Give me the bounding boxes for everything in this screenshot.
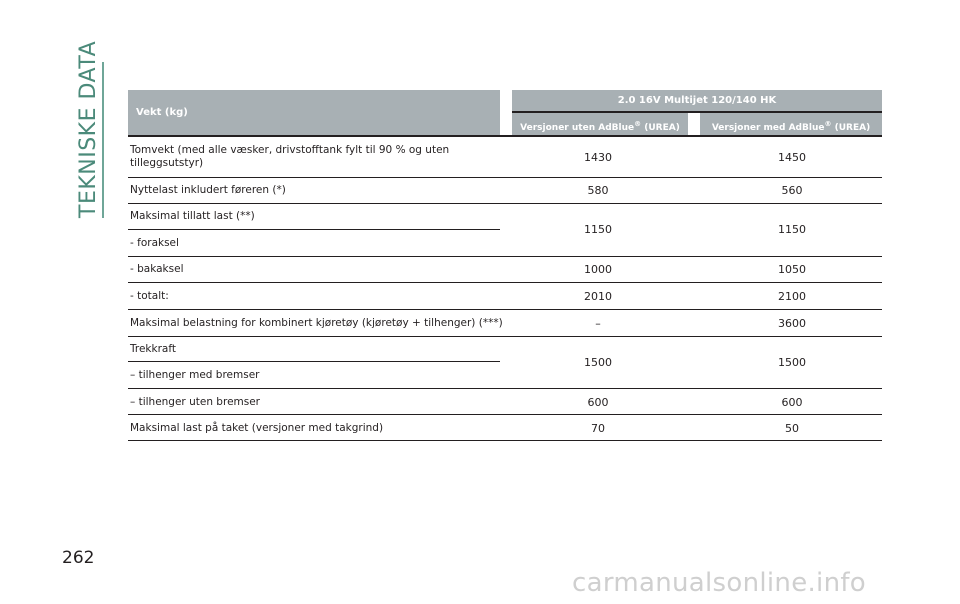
value-uten-bremser-with: 600: [781, 396, 803, 409]
value-totalt-with: 2100: [778, 290, 806, 303]
row-divider-left: [128, 229, 500, 230]
row-label-med-bremser: – tilhenger med bremser: [130, 369, 260, 381]
row-divider: [128, 309, 882, 310]
row-label-kombinert: Maksimal belastning for kombinert kjøretøy (kjøretøy + tilhenger) (***): [130, 317, 503, 329]
row-divider-left: [128, 361, 500, 362]
row-divider: [128, 414, 882, 415]
value-kombinert-with: 3600: [778, 317, 806, 330]
section-title: TEKNISKE DATA: [76, 40, 101, 218]
header-weight-label: Vekt (kg): [136, 107, 188, 118]
row-divider: [128, 256, 882, 257]
section-title-underline: [102, 62, 104, 218]
value-nyttelast-with: 560: [781, 184, 803, 197]
value-tomvekt-without: 1430: [584, 151, 612, 164]
value-nyttelast-without: 580: [587, 184, 609, 197]
row-label-bakaksel: - bakaksel: [130, 263, 184, 275]
row-divider: [128, 177, 882, 178]
value-bakaksel-with: 1050: [778, 263, 806, 276]
row-divider: [128, 440, 882, 441]
watermark: carmanualsonline.info: [572, 568, 867, 598]
value-tomvekt-with: 1450: [778, 151, 806, 164]
row-label-foraksel: - foraksel: [130, 237, 179, 249]
row-label-maks-tillatt-last: Maksimal tillatt last (**): [130, 210, 255, 222]
row-divider: [128, 282, 882, 283]
header-col-with-adblue: Versjoner med AdBlue® (UREA): [700, 113, 882, 136]
row-divider: [128, 388, 882, 389]
value-taklast-with: 50: [785, 422, 799, 435]
value-foraksel-without: 1150: [584, 223, 612, 236]
value-taklast-without: 70: [591, 422, 605, 435]
header-bottom-rule: [128, 135, 882, 137]
row-label-trekkraft: Trekkraft: [130, 343, 176, 355]
value-uten-bremser-without: 600: [587, 396, 609, 409]
value-kombinert-without: –: [595, 317, 601, 330]
header-engine: 2.0 16V Multijet 120/140 HK: [512, 90, 882, 111]
value-med-bremser-without: 1500: [584, 356, 612, 369]
row-divider: [128, 203, 882, 204]
row-label-uten-bremser: – tilhenger uten bremser: [130, 396, 260, 408]
row-label-totalt: - totalt:: [130, 290, 169, 302]
value-med-bremser-with: 1500: [778, 356, 806, 369]
header-col-without-adblue: Versjoner uten AdBlue® (UREA): [512, 113, 688, 136]
page-number: 262: [62, 548, 95, 568]
row-label-tomvekt: Tomvekt (med alle væsker, drivstofftank fylt til 90 % og uten tilleggsutstyr): [130, 144, 450, 169]
value-foraksel-with: 1150: [778, 223, 806, 236]
value-bakaksel-without: 1000: [584, 263, 612, 276]
row-label-taklast: Maksimal last på taket (versjoner med takgrind): [130, 422, 384, 434]
value-totalt-without: 2010: [584, 290, 612, 303]
row-divider: [128, 336, 882, 337]
row-label-nyttelast: Nyttelast inkludert føreren (*): [130, 184, 286, 196]
header-weight-cell: [128, 90, 500, 136]
